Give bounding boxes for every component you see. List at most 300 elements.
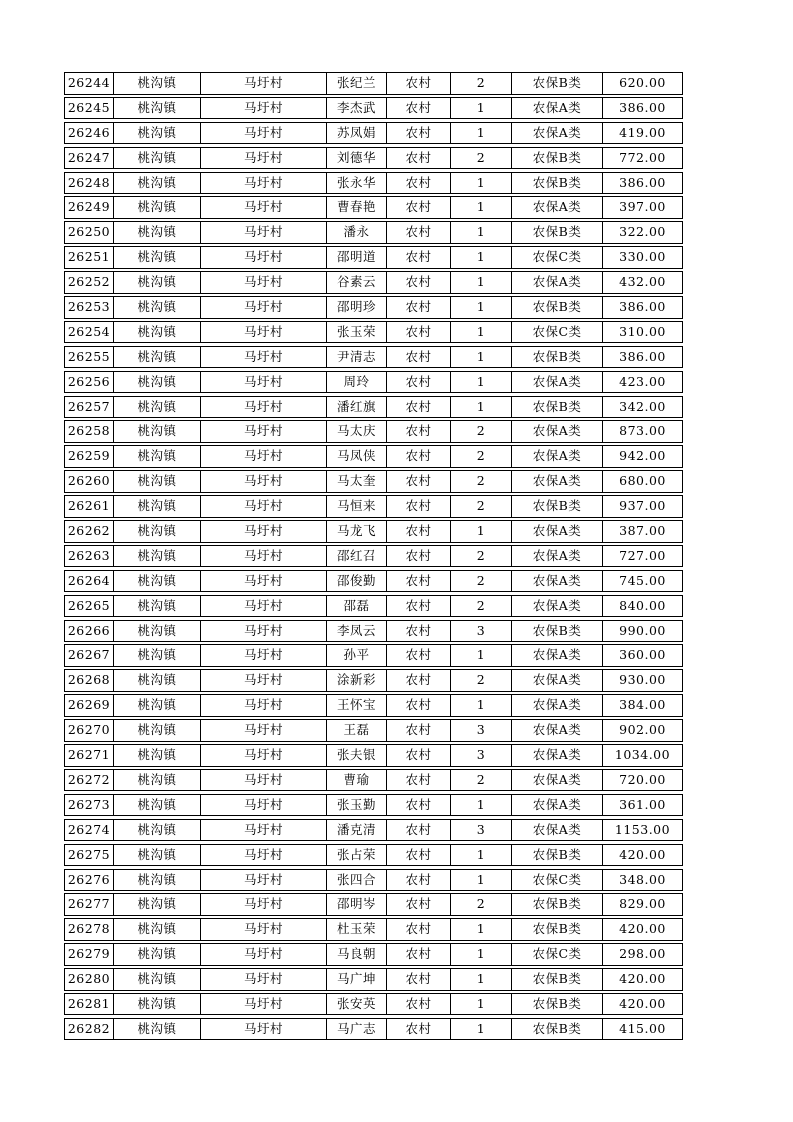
cell-id: 26277 bbox=[65, 894, 114, 915]
cell-insurance-type: 农保B类 bbox=[512, 994, 603, 1015]
cell-town: 桃沟镇 bbox=[114, 247, 201, 268]
cell-person-count: 1 bbox=[451, 247, 512, 268]
cell-amount: 420.00 bbox=[619, 971, 666, 987]
cell-village: 马圩村 bbox=[201, 372, 327, 393]
cell-insurance-type: 农保C类 bbox=[512, 870, 603, 891]
table-row bbox=[64, 694, 683, 717]
cell-residence-type: 农村 bbox=[387, 222, 451, 243]
cell-insurance-type: 农保A类 bbox=[512, 197, 603, 218]
cell-amount: 419.00 bbox=[619, 124, 666, 140]
cell-town: 桃沟镇 bbox=[114, 670, 201, 691]
cell-insurance-type: 农保A类 bbox=[512, 372, 603, 393]
table-row bbox=[64, 644, 683, 667]
table-row bbox=[64, 819, 683, 842]
cell-residence-type: 农村 bbox=[387, 969, 451, 990]
cell-amount: 930.00 bbox=[619, 672, 666, 688]
cell-amount: 361.00 bbox=[619, 796, 666, 812]
cell-village: 马圩村 bbox=[201, 795, 327, 816]
cell-residence-type: 农村 bbox=[387, 894, 451, 915]
cell-village: 马圩村 bbox=[201, 919, 327, 940]
cell-person-count: 2 bbox=[451, 496, 512, 517]
cell-residence-type: 农村 bbox=[387, 546, 451, 567]
cell-insurance-type: 农保B类 bbox=[512, 148, 603, 169]
cell-amount: 386.00 bbox=[619, 99, 666, 115]
cell-amount: 745.00 bbox=[619, 572, 666, 588]
cell-town: 桃沟镇 bbox=[114, 820, 201, 841]
cell-village: 马圩村 bbox=[201, 197, 327, 218]
cell-residence-type: 农村 bbox=[387, 695, 451, 716]
cell-amount: 423.00 bbox=[619, 373, 666, 389]
cell-residence-type: 农村 bbox=[387, 98, 451, 119]
cell-id: 26260 bbox=[65, 471, 114, 492]
cell-residence-type: 农村 bbox=[387, 571, 451, 592]
cell-town: 桃沟镇 bbox=[114, 720, 201, 741]
cell-village: 马圩村 bbox=[201, 123, 327, 144]
cell-person-count: 1 bbox=[451, 197, 512, 218]
cell-village: 马圩村 bbox=[201, 446, 327, 467]
cell-person-name: 潘克清 bbox=[327, 820, 387, 841]
cell-person-count: 1 bbox=[451, 695, 512, 716]
cell-amount: 432.00 bbox=[619, 274, 666, 290]
cell-person-name: 张玉荣 bbox=[327, 322, 387, 343]
cell-id: 26250 bbox=[65, 222, 114, 243]
cell-person-count: 1 bbox=[451, 845, 512, 866]
cell-village: 马圩村 bbox=[201, 770, 327, 791]
cell-person-name: 马良朝 bbox=[327, 944, 387, 965]
cell-residence-type: 农村 bbox=[387, 919, 451, 940]
cell-person-name: 马凤侠 bbox=[327, 446, 387, 467]
cell-id: 26269 bbox=[65, 695, 114, 716]
cell-person-count: 1 bbox=[451, 222, 512, 243]
cell-residence-type: 农村 bbox=[387, 770, 451, 791]
cell-town: 桃沟镇 bbox=[114, 397, 201, 418]
cell-insurance-type: 农保B类 bbox=[512, 347, 603, 368]
cell-id: 26249 bbox=[65, 197, 114, 218]
cell-village: 马圩村 bbox=[201, 571, 327, 592]
cell-town: 桃沟镇 bbox=[114, 571, 201, 592]
cell-town: 桃沟镇 bbox=[114, 73, 201, 94]
cell-residence-type: 农村 bbox=[387, 297, 451, 318]
cell-amount: 420.00 bbox=[619, 995, 666, 1011]
cell-village: 马圩村 bbox=[201, 894, 327, 915]
cell-town: 桃沟镇 bbox=[114, 372, 201, 393]
cell-village: 马圩村 bbox=[201, 471, 327, 492]
cell-village: 马圩村 bbox=[201, 720, 327, 741]
cell-village: 马圩村 bbox=[201, 272, 327, 293]
cell-town: 桃沟镇 bbox=[114, 123, 201, 144]
cell-residence-type: 农村 bbox=[387, 845, 451, 866]
cell-town: 桃沟镇 bbox=[114, 645, 201, 666]
cell-person-name: 尹清志 bbox=[327, 347, 387, 368]
cell-insurance-type: 农保A类 bbox=[512, 670, 603, 691]
cell-person-name: 马龙飞 bbox=[327, 521, 387, 542]
cell-town: 桃沟镇 bbox=[114, 297, 201, 318]
cell-amount: 342.00 bbox=[619, 398, 666, 414]
payment-table bbox=[64, 72, 683, 1040]
cell-village: 马圩村 bbox=[201, 98, 327, 119]
cell-residence-type: 农村 bbox=[387, 347, 451, 368]
table-row bbox=[64, 869, 683, 892]
cell-village: 马圩村 bbox=[201, 695, 327, 716]
table-row bbox=[64, 470, 683, 493]
cell-person-count: 2 bbox=[451, 446, 512, 467]
cell-person-name: 马恒来 bbox=[327, 496, 387, 517]
cell-insurance-type: 农保C类 bbox=[512, 247, 603, 268]
cell-amount: 387.00 bbox=[619, 523, 666, 539]
cell-id: 26282 bbox=[65, 1019, 114, 1040]
cell-insurance-type: 农保A类 bbox=[512, 695, 603, 716]
cell-person-count: 1 bbox=[451, 322, 512, 343]
cell-person-name: 邵明珍 bbox=[327, 297, 387, 318]
cell-insurance-type: 农保C类 bbox=[512, 322, 603, 343]
cell-village: 马圩村 bbox=[201, 322, 327, 343]
cell-id: 26259 bbox=[65, 446, 114, 467]
cell-amount: 990.00 bbox=[619, 622, 666, 638]
cell-amount: 322.00 bbox=[619, 224, 666, 240]
table-row bbox=[64, 595, 683, 618]
cell-village: 马圩村 bbox=[201, 347, 327, 368]
table-row bbox=[64, 620, 683, 643]
cell-insurance-type: 农保B类 bbox=[512, 621, 603, 642]
cell-insurance-type: 农保B类 bbox=[512, 173, 603, 194]
cell-person-count: 1 bbox=[451, 98, 512, 119]
cell-insurance-type: 农保A类 bbox=[512, 745, 603, 766]
cell-town: 桃沟镇 bbox=[114, 695, 201, 716]
cell-id: 26248 bbox=[65, 173, 114, 194]
cell-insurance-type: 农保B类 bbox=[512, 397, 603, 418]
table-row bbox=[64, 172, 683, 195]
table-row bbox=[64, 744, 683, 767]
cell-town: 桃沟镇 bbox=[114, 98, 201, 119]
cell-town: 桃沟镇 bbox=[114, 894, 201, 915]
cell-amount: 937.00 bbox=[619, 498, 666, 514]
cell-residence-type: 农村 bbox=[387, 820, 451, 841]
cell-id: 26273 bbox=[65, 795, 114, 816]
cell-residence-type: 农村 bbox=[387, 197, 451, 218]
cell-town: 桃沟镇 bbox=[114, 919, 201, 940]
cell-insurance-type: 农保A类 bbox=[512, 795, 603, 816]
cell-person-count: 2 bbox=[451, 596, 512, 617]
cell-person-count: 1 bbox=[451, 795, 512, 816]
cell-residence-type: 农村 bbox=[387, 870, 451, 891]
cell-person-count: 1 bbox=[451, 173, 512, 194]
cell-insurance-type: 农保A类 bbox=[512, 272, 603, 293]
cell-person-name: 马广坤 bbox=[327, 969, 387, 990]
cell-residence-type: 农村 bbox=[387, 397, 451, 418]
cell-town: 桃沟镇 bbox=[114, 944, 201, 965]
cell-person-count: 1 bbox=[451, 397, 512, 418]
cell-insurance-type: 农保B类 bbox=[512, 73, 603, 94]
cell-amount: 386.00 bbox=[619, 299, 666, 315]
cell-person-name: 苏凤娟 bbox=[327, 123, 387, 144]
cell-village: 马圩村 bbox=[201, 546, 327, 567]
cell-person-name: 张夫银 bbox=[327, 745, 387, 766]
cell-id: 26245 bbox=[65, 98, 114, 119]
cell-person-name: 谷素云 bbox=[327, 272, 387, 293]
cell-person-name: 杜玉荣 bbox=[327, 919, 387, 940]
cell-residence-type: 农村 bbox=[387, 322, 451, 343]
cell-town: 桃沟镇 bbox=[114, 322, 201, 343]
cell-residence-type: 农村 bbox=[387, 521, 451, 542]
cell-insurance-type: 农保A类 bbox=[512, 820, 603, 841]
cell-amount: 873.00 bbox=[619, 423, 666, 439]
cell-person-name: 邵明道 bbox=[327, 247, 387, 268]
cell-village: 马圩村 bbox=[201, 820, 327, 841]
cell-amount: 1034.00 bbox=[614, 747, 671, 763]
cell-person-name: 潘红旗 bbox=[327, 397, 387, 418]
cell-person-count: 1 bbox=[451, 944, 512, 965]
cell-person-name: 王磊 bbox=[327, 720, 387, 741]
cell-town: 桃沟镇 bbox=[114, 148, 201, 169]
cell-residence-type: 农村 bbox=[387, 645, 451, 666]
cell-amount: 942.00 bbox=[619, 448, 666, 464]
cell-residence-type: 农村 bbox=[387, 446, 451, 467]
cell-person-count: 3 bbox=[451, 720, 512, 741]
table-row bbox=[64, 943, 683, 966]
cell-town: 桃沟镇 bbox=[114, 173, 201, 194]
cell-amount: 620.00 bbox=[619, 75, 666, 90]
cell-village: 马圩村 bbox=[201, 421, 327, 442]
cell-id: 26258 bbox=[65, 421, 114, 442]
cell-residence-type: 农村 bbox=[387, 745, 451, 766]
cell-residence-type: 农村 bbox=[387, 421, 451, 442]
cell-insurance-type: 农保C类 bbox=[512, 944, 603, 965]
cell-amount: 680.00 bbox=[619, 473, 666, 489]
cell-id: 26262 bbox=[65, 521, 114, 542]
cell-residence-type: 农村 bbox=[387, 496, 451, 517]
cell-person-name: 邵磊 bbox=[327, 596, 387, 617]
cell-town: 桃沟镇 bbox=[114, 521, 201, 542]
cell-person-name: 潘永 bbox=[327, 222, 387, 243]
cell-residence-type: 农村 bbox=[387, 1019, 451, 1040]
cell-person-count: 1 bbox=[451, 645, 512, 666]
cell-insurance-type: 农保B类 bbox=[512, 222, 603, 243]
cell-residence-type: 农村 bbox=[387, 173, 451, 194]
cell-person-count: 1 bbox=[451, 1019, 512, 1040]
cell-residence-type: 农村 bbox=[387, 272, 451, 293]
table-row bbox=[64, 371, 683, 394]
cell-insurance-type: 农保A类 bbox=[512, 720, 603, 741]
cell-person-count: 1 bbox=[451, 919, 512, 940]
cell-village: 马圩村 bbox=[201, 496, 327, 517]
cell-person-count: 2 bbox=[451, 148, 512, 169]
cell-id: 26263 bbox=[65, 546, 114, 567]
table-row bbox=[64, 271, 683, 294]
cell-id: 26256 bbox=[65, 372, 114, 393]
cell-town: 桃沟镇 bbox=[114, 446, 201, 467]
cell-amount: 420.00 bbox=[619, 846, 666, 862]
cell-insurance-type: 农保B类 bbox=[512, 496, 603, 517]
table-row bbox=[64, 296, 683, 319]
cell-amount: 720.00 bbox=[619, 771, 666, 787]
cell-insurance-type: 农保B类 bbox=[512, 1019, 603, 1040]
cell-id: 26276 bbox=[65, 870, 114, 891]
cell-id: 26254 bbox=[65, 322, 114, 343]
cell-amount: 829.00 bbox=[619, 896, 666, 912]
cell-village: 马圩村 bbox=[201, 173, 327, 194]
cell-insurance-type: 农保A类 bbox=[512, 770, 603, 791]
cell-residence-type: 农村 bbox=[387, 73, 451, 94]
cell-amount: 298.00 bbox=[619, 946, 666, 962]
cell-village: 马圩村 bbox=[201, 521, 327, 542]
cell-village: 马圩村 bbox=[201, 596, 327, 617]
cell-id: 26275 bbox=[65, 845, 114, 866]
cell-amount: 840.00 bbox=[619, 597, 666, 613]
cell-person-count: 3 bbox=[451, 621, 512, 642]
cell-amount: 360.00 bbox=[619, 647, 666, 663]
cell-id: 26265 bbox=[65, 596, 114, 617]
cell-insurance-type: 农保A类 bbox=[512, 421, 603, 442]
cell-village: 马圩村 bbox=[201, 247, 327, 268]
cell-residence-type: 农村 bbox=[387, 670, 451, 691]
cell-residence-type: 农村 bbox=[387, 795, 451, 816]
cell-id: 26272 bbox=[65, 770, 114, 791]
cell-id: 26257 bbox=[65, 397, 114, 418]
cell-person-name: 李杰武 bbox=[327, 98, 387, 119]
table-row bbox=[64, 321, 683, 344]
cell-person-name: 张四合 bbox=[327, 870, 387, 891]
cell-person-count: 2 bbox=[451, 471, 512, 492]
cell-residence-type: 农村 bbox=[387, 944, 451, 965]
cell-person-name: 张占荣 bbox=[327, 845, 387, 866]
cell-insurance-type: 农保B类 bbox=[512, 845, 603, 866]
cell-amount: 384.00 bbox=[619, 697, 666, 713]
table-row bbox=[64, 396, 683, 419]
table-row bbox=[64, 196, 683, 219]
table-row bbox=[64, 669, 683, 692]
table-row bbox=[64, 420, 683, 443]
cell-village: 马圩村 bbox=[201, 621, 327, 642]
cell-town: 桃沟镇 bbox=[114, 770, 201, 791]
cell-person-name: 张纪兰 bbox=[327, 73, 387, 94]
cell-amount: 1153.00 bbox=[614, 821, 671, 837]
cell-person-name: 李凤云 bbox=[327, 621, 387, 642]
cell-amount: 902.00 bbox=[619, 722, 666, 738]
cell-person-name: 曹春艳 bbox=[327, 197, 387, 218]
cell-insurance-type: 农保B类 bbox=[512, 969, 603, 990]
cell-id: 26253 bbox=[65, 297, 114, 318]
cell-id: 26281 bbox=[65, 994, 114, 1015]
table-row bbox=[64, 769, 683, 792]
cell-town: 桃沟镇 bbox=[114, 347, 201, 368]
cell-amount: 727.00 bbox=[619, 547, 666, 563]
cell-person-name: 邵红召 bbox=[327, 546, 387, 567]
cell-town: 桃沟镇 bbox=[114, 845, 201, 866]
cell-person-count: 2 bbox=[451, 770, 512, 791]
cell-insurance-type: 农保B类 bbox=[512, 894, 603, 915]
cell-person-count: 2 bbox=[451, 421, 512, 442]
cell-person-count: 1 bbox=[451, 372, 512, 393]
cell-town: 桃沟镇 bbox=[114, 870, 201, 891]
cell-person-count: 1 bbox=[451, 272, 512, 293]
cell-town: 桃沟镇 bbox=[114, 596, 201, 617]
cell-residence-type: 农村 bbox=[387, 471, 451, 492]
cell-id: 26279 bbox=[65, 944, 114, 965]
table-row bbox=[64, 122, 683, 145]
cell-village: 马圩村 bbox=[201, 870, 327, 891]
cell-insurance-type: 农保A类 bbox=[512, 546, 603, 567]
cell-id: 26268 bbox=[65, 670, 114, 691]
cell-person-name: 张玉勤 bbox=[327, 795, 387, 816]
cell-town: 桃沟镇 bbox=[114, 621, 201, 642]
cell-village: 马圩村 bbox=[201, 944, 327, 965]
cell-residence-type: 农村 bbox=[387, 148, 451, 169]
cell-person-count: 2 bbox=[451, 546, 512, 567]
cell-person-count: 3 bbox=[451, 820, 512, 841]
cell-town: 桃沟镇 bbox=[114, 1019, 201, 1040]
cell-person-count: 2 bbox=[451, 670, 512, 691]
table-row bbox=[64, 570, 683, 593]
table-row bbox=[64, 346, 683, 369]
cell-residence-type: 农村 bbox=[387, 372, 451, 393]
table-row bbox=[64, 72, 683, 95]
cell-residence-type: 农村 bbox=[387, 247, 451, 268]
cell-person-name: 涂新彩 bbox=[327, 670, 387, 691]
cell-id: 26274 bbox=[65, 820, 114, 841]
table-row bbox=[64, 719, 683, 742]
cell-id: 26251 bbox=[65, 247, 114, 268]
cell-person-name: 马广志 bbox=[327, 1019, 387, 1040]
cell-person-name: 张永华 bbox=[327, 173, 387, 194]
table-row bbox=[64, 97, 683, 120]
cell-id: 26246 bbox=[65, 123, 114, 144]
cell-id: 26271 bbox=[65, 745, 114, 766]
table-row bbox=[64, 445, 683, 468]
cell-id: 26244 bbox=[65, 73, 114, 94]
cell-amount: 310.00 bbox=[619, 323, 666, 339]
cell-insurance-type: 农保A类 bbox=[512, 521, 603, 542]
cell-person-name: 刘德华 bbox=[327, 148, 387, 169]
cell-town: 桃沟镇 bbox=[114, 197, 201, 218]
cell-village: 马圩村 bbox=[201, 745, 327, 766]
cell-village: 马圩村 bbox=[201, 845, 327, 866]
cell-person-name: 张安英 bbox=[327, 994, 387, 1015]
cell-amount: 420.00 bbox=[619, 921, 666, 937]
table-row bbox=[64, 147, 683, 170]
cell-amount: 415.00 bbox=[619, 1020, 666, 1036]
cell-insurance-type: 农保A类 bbox=[512, 471, 603, 492]
cell-town: 桃沟镇 bbox=[114, 795, 201, 816]
cell-town: 桃沟镇 bbox=[114, 994, 201, 1015]
cell-insurance-type: 农保A类 bbox=[512, 571, 603, 592]
cell-amount: 386.00 bbox=[619, 174, 666, 190]
cell-village: 马圩村 bbox=[201, 969, 327, 990]
cell-person-name: 马太庆 bbox=[327, 421, 387, 442]
cell-insurance-type: 农保A类 bbox=[512, 98, 603, 119]
cell-insurance-type: 农保A类 bbox=[512, 446, 603, 467]
cell-village: 马圩村 bbox=[201, 670, 327, 691]
cell-person-count: 1 bbox=[451, 994, 512, 1015]
cell-person-name: 邵俊勤 bbox=[327, 571, 387, 592]
cell-town: 桃沟镇 bbox=[114, 546, 201, 567]
cell-village: 马圩村 bbox=[201, 994, 327, 1015]
cell-town: 桃沟镇 bbox=[114, 222, 201, 243]
cell-person-count: 1 bbox=[451, 521, 512, 542]
cell-insurance-type: 农保A类 bbox=[512, 645, 603, 666]
table-row bbox=[64, 545, 683, 568]
cell-person-count: 1 bbox=[451, 870, 512, 891]
cell-person-count: 3 bbox=[451, 745, 512, 766]
cell-id: 26280 bbox=[65, 969, 114, 990]
cell-person-count: 2 bbox=[451, 73, 512, 94]
table-row bbox=[64, 918, 683, 941]
cell-person-count: 2 bbox=[451, 571, 512, 592]
cell-person-name: 曹瑜 bbox=[327, 770, 387, 791]
table-row bbox=[64, 1018, 683, 1041]
cell-town: 桃沟镇 bbox=[114, 272, 201, 293]
cell-id: 26278 bbox=[65, 919, 114, 940]
cell-id: 26270 bbox=[65, 720, 114, 741]
